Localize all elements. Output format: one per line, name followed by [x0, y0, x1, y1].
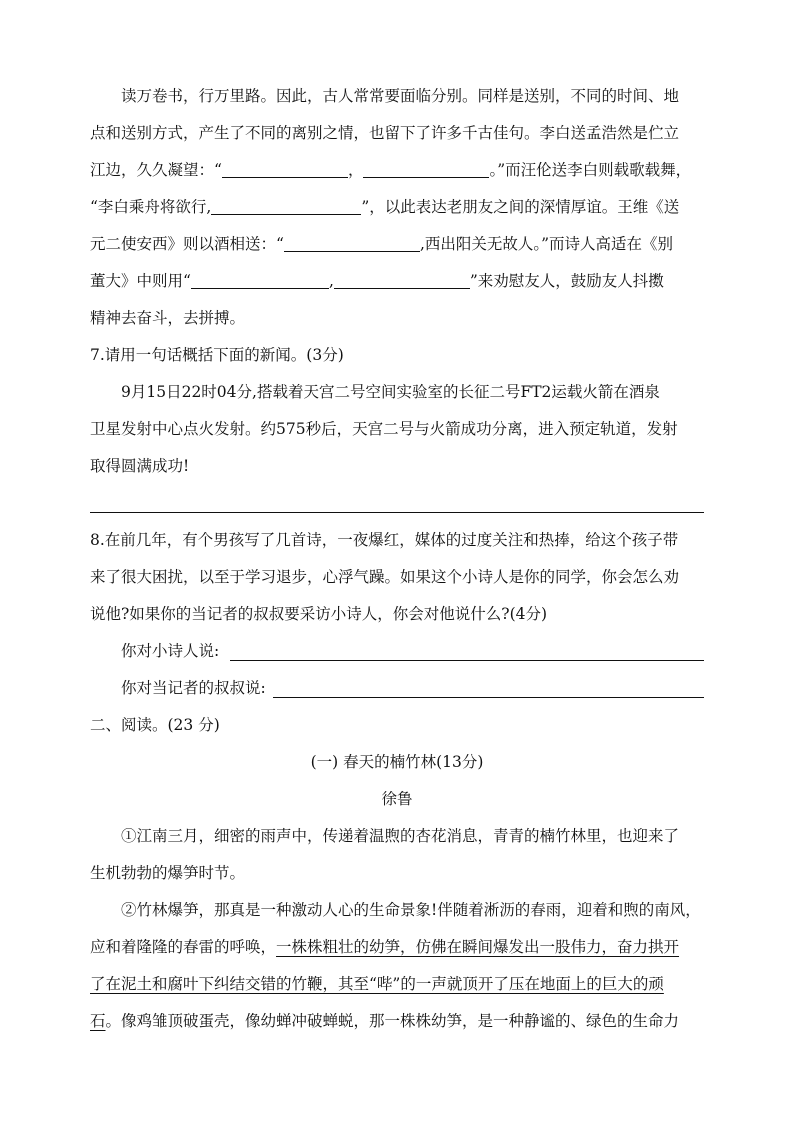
- q6-line-3: [90, 152, 704, 189]
- paragraph-2-line-2: [90, 929, 704, 966]
- q6-line-4: [90, 189, 704, 226]
- paragraph-text: 。像鸡雏顶破蛋壳，像幼蝉冲破蝉蜕，那一株株幼笋，是一种静谧的、绿色的生命力: [105, 1012, 680, 1030]
- paragraph-text: 应和着隆隆的春雷的呼唤，: [90, 938, 277, 956]
- answer-blank[interactable]: [334, 268, 470, 289]
- paragraph-1-line-2: 生机勃勃的爆笋时节。: [90, 864, 246, 882]
- underlined-sentence: 一株株粗壮的幼笋，仿佛在瞬间爆发出一股伟力，奋力拱开: [276, 938, 680, 956]
- q6-text: 董大》中则用“: [90, 272, 191, 290]
- answer-blank[interactable]: [273, 697, 704, 698]
- q6-text: ”来劝慰友人，鼓励友人抖擞: [469, 272, 664, 290]
- paragraph-2-line-3: [90, 966, 704, 1003]
- q7-news-line-1: 9月15日22时04分,搭载着天宫二号空间实验室的长征二号FT2运载火箭在酒泉: [121, 383, 660, 401]
- q6-text: ,: [328, 272, 334, 290]
- q8-uncle-answer: [90, 670, 704, 707]
- q6-text: 。”而汪伦送李白则载歌载舞，: [489, 161, 692, 179]
- q6-line-7: 精神去奋斗，去拼搏。: [90, 309, 246, 327]
- section-heading: 二、阅读。(23 分): [90, 716, 220, 734]
- q6-line-6: [90, 263, 704, 300]
- q7-title: 7.请用一句话概括下面的新闻。(3分): [90, 346, 344, 364]
- article-title: (一) 春天的楠竹林(13分): [310, 753, 484, 771]
- q8-uncle-label: 你对当记者的叔叔说:: [121, 679, 266, 697]
- q6-text: ”，以此表达老朋友之间的深情厚谊。王维《送: [361, 198, 680, 216]
- underlined-sentence: 了在泥土和腐叶下纠结交错的竹鞭，其至“哔”的一声就顶开了压在地面上的巨大的顽: [90, 975, 664, 993]
- q8-line-1: 8.在前几年，有个男孩写了几首诗，一夜爆红，媒体的过度关注和热捧，给这个孩子带: [90, 531, 679, 549]
- q6-text: “李白乘舟将欲行,: [90, 198, 212, 216]
- article-author: 徐鲁: [381, 790, 413, 808]
- exam-page: [90, 78, 704, 1040]
- q6-line-5: [90, 226, 704, 263]
- answer-blank[interactable]: [90, 512, 704, 513]
- q7-answer-line[interactable]: [90, 485, 704, 522]
- answer-blank[interactable]: [211, 194, 361, 215]
- answer-blank[interactable]: [284, 231, 420, 252]
- underlined-sentence: 石: [90, 1012, 106, 1030]
- q6-text: ，: [347, 161, 364, 179]
- q8-poet-answer: [90, 633, 704, 670]
- q6-text: ,西出阳关无故人。”而诗人高适在《别: [419, 235, 674, 253]
- q7-news-line-3: 取得圆满成功!: [90, 457, 190, 475]
- q6-line-2: 点和送别方式，产生了不同的离别之情，也留下了许多千古佳句。李白送孟浩然是伫立: [90, 124, 680, 142]
- q6-text: 元二使安西》则以酒相送：“: [90, 235, 284, 253]
- answer-blank[interactable]: [191, 268, 329, 289]
- q8-line-2: 来了很大困扰，以至于学习退步，心浮气躁。如果这个小诗人是你的同学，你会怎么劝: [90, 568, 680, 586]
- q8-poet-label: 你对小诗人说:: [121, 642, 220, 660]
- answer-blank[interactable]: [222, 157, 348, 178]
- answer-blank[interactable]: [230, 660, 704, 661]
- q8-line-3: 说他?如果你的当记者的叔叔要采访小诗人，你会对他说什么?(4分): [90, 605, 548, 623]
- answer-blank[interactable]: [363, 157, 489, 178]
- paragraph-2-line-4: [90, 1003, 704, 1040]
- q6-text: 江边，久久凝望：“: [90, 161, 222, 179]
- paragraph-1-line-1: ①江南三月，细密的雨声中，传递着温煦的杏花消息，青青的楠竹林里，也迎来了: [121, 827, 680, 845]
- q6-line-1: 读万卷书，行万里路。因此，古人常常要面临分别。同样是送别，不同的时间、地: [121, 87, 680, 105]
- q7-news-line-2: 卫星发射中心点火发射。约575秒后，天宫二号与火箭成功分离，进入预定轨道，发射: [90, 420, 678, 438]
- paragraph-2-line-1: ②竹林爆笋，那真是一种激动人心的生命景象!伴随着淅沥的春雨，迎着和煦的南风，: [121, 901, 701, 919]
